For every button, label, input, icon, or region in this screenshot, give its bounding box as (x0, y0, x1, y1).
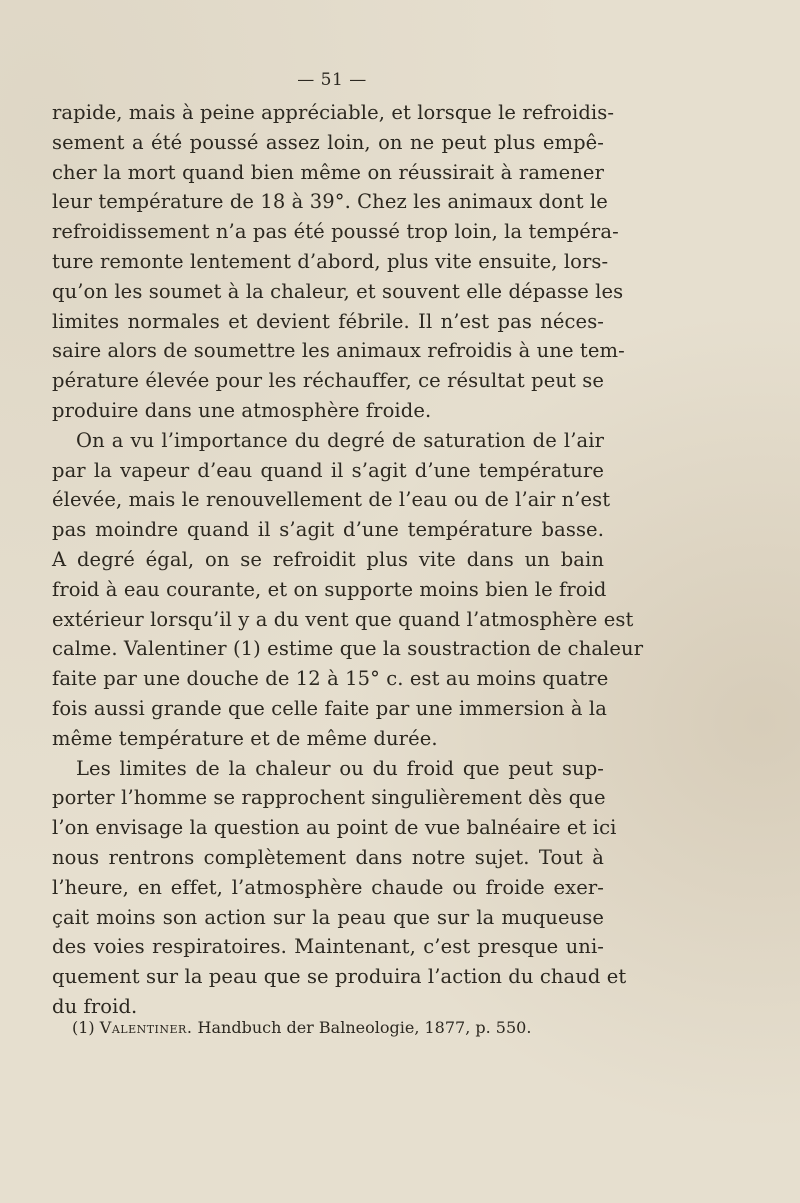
text-line: cher la mort quand bien même on réussirait à ramener (52, 160, 604, 184)
text-line: rapide, mais à peine appréciable, et lorsque le refroidis- (52, 101, 615, 124)
footnote-text: Handbuch der Balneologie, 1877, p. 550. (197, 1018, 532, 1037)
text-line: qu’on les soumet à la chaleur, et souvent elle dépasse les (52, 279, 624, 303)
text-line: produire dans une atmosphère froide. (52, 398, 432, 422)
page-number: — 51 — (297, 70, 367, 90)
text-line: l’on envisage la question au point de vue balnéaire et ici (52, 816, 617, 840)
text-line: du froid. (52, 994, 138, 1018)
text-line: refroidissement n’a pas été poussé trop loin, la tempéra- (52, 220, 619, 244)
text-line: pérature élevée pour les réchauffer, ce résultat peut se (52, 369, 604, 393)
text-line: sement a été poussé assez loin, on ne peut plus empê- (52, 130, 604, 154)
text-line: par la vapeur d’eau quand il s’agit d’une température (52, 458, 604, 482)
footnote (72, 1017, 592, 1039)
text-line: froid à eau courante, et on supporte moins bien le froid (52, 577, 607, 601)
text-line: élevée, mais le renouvellement de l’eau ou de l’air n’est (52, 488, 611, 512)
text-line: leur température de 18 à 39°. Chez les animaux dont le (52, 190, 608, 214)
text-line: pas moindre quand il s’agit d’une température basse. (52, 518, 604, 542)
text-line: calme. Valentiner (1) estime que la soustraction de chaleur (52, 637, 644, 661)
text-line: faite par une douche de 12 à 15° c. est au moins quatre (52, 667, 609, 691)
text-line: A degré égal, on se refroidit plus vite dans un bain (52, 547, 604, 571)
text-line: nous rentrons complètement dans notre sujet. Tout à (52, 845, 604, 869)
body-text (52, 98, 644, 1022)
text-line: extérieur lorsqu’il y a du vent que quand l’atmosphère est (52, 607, 634, 631)
text-line: même température et de même durée. (52, 726, 438, 750)
text-line: saire alors de soumettre les animaux refroidis à une tem- (52, 339, 625, 363)
text-line: quement sur la peau que se produira l’action du chaud et (52, 965, 627, 989)
text-line: l’heure, en effet, l’atmosphère chaude ou froide exer- (52, 875, 604, 899)
text-line: On a vu l’importance du degré de saturation de l’air (76, 428, 604, 452)
text-line: Les limites de la chaleur ou du froid que peut sup- (76, 756, 604, 780)
text-line: porter l’homme se rapprochent singulièrement dès que (52, 786, 606, 810)
text-line: fois aussi grande que celle faite par une immersion à la (52, 696, 607, 720)
footnote-author: Valentiner. (99, 1018, 193, 1037)
text-line: çait moins son action sur la peau que sur la muqueuse (52, 905, 604, 929)
text-line: ture remonte lentement d’abord, plus vite ensuite, lors- (52, 249, 609, 273)
text-line: des voies respiratoires. Maintenant, c’est presque uni- (52, 935, 604, 959)
text-line: limites normales et devient fébrile. Il n’est pas néces- (52, 309, 604, 333)
footnote-marker: (1) (72, 1018, 95, 1037)
